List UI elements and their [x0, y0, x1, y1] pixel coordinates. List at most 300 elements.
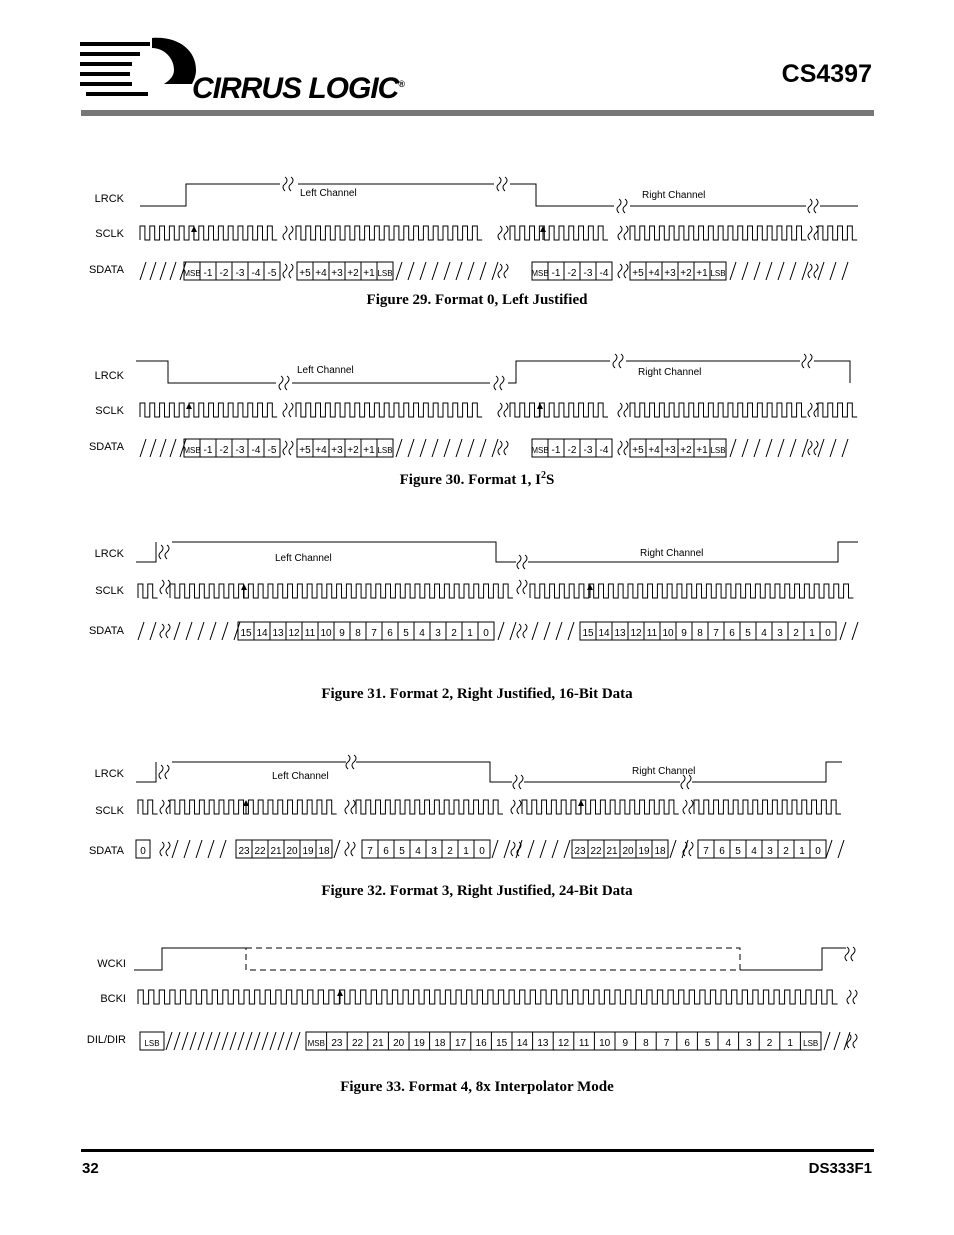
signal-label-dil-dir: DIL/DIR	[86, 1034, 126, 1046]
break-mark-icon	[618, 403, 622, 417]
break-mark-icon	[283, 264, 287, 278]
break-mark-icon	[845, 947, 849, 961]
lrck-waveform	[136, 762, 156, 782]
break-mark-icon	[847, 990, 851, 1004]
break-mark-icon	[808, 264, 812, 278]
sdata-right-bit-label: 7	[713, 628, 719, 639]
break-mark-icon	[624, 403, 628, 417]
break-mark-icon	[851, 947, 855, 961]
dil-main-bit-label: 19	[413, 1038, 425, 1049]
break-mark-icon	[808, 403, 812, 417]
clock-waveform	[140, 226, 277, 240]
break-mark-icon	[511, 842, 515, 856]
sdata-right-bit-label: 3	[777, 628, 783, 639]
break-mark-icon	[289, 226, 293, 240]
sdata-left-msb-bit-label: MSB	[183, 446, 201, 455]
signal-label-sdata: SDATA	[88, 845, 124, 857]
sdata-left-msb-bit-label: 18	[318, 846, 330, 857]
break-mark-icon	[289, 177, 293, 191]
dil-main-bit-label: 21	[372, 1038, 384, 1049]
dil-main-bit-label: 14	[516, 1038, 528, 1049]
clock-waveform	[510, 403, 608, 417]
sdata-right-lsb-bit-label: 2	[783, 846, 789, 857]
break-mark-icon	[517, 580, 521, 594]
dil-lead-bit-label: LSB	[144, 1039, 160, 1048]
dont-care-hatch	[396, 439, 498, 457]
break-mark-icon	[619, 354, 623, 368]
break-mark-icon	[624, 226, 628, 240]
dont-care-hatch	[138, 622, 156, 640]
sdata-right-bit-label: 9	[681, 628, 687, 639]
break-mark-icon	[498, 441, 502, 455]
sdata-left-msb-bit-label: 21	[270, 846, 282, 857]
sdata-left-bit-label: 7	[371, 628, 377, 639]
clock-waveform	[694, 800, 841, 814]
sample-arrow-icon	[241, 584, 247, 590]
left-channel-label: Left Channel	[275, 553, 332, 564]
dont-care-hatch	[396, 262, 498, 280]
document-id: DS333F1	[808, 1160, 872, 1177]
sdata-right-bit-label: 15	[582, 628, 594, 639]
dil-main-bit-label: 22	[351, 1038, 364, 1049]
sdata-right-bit-label: 10	[662, 628, 674, 639]
sdata-left-msb-bit-label: 20	[286, 846, 298, 857]
clock-waveform	[530, 584, 853, 598]
sdata-left-msb-bit-label: 22	[254, 846, 266, 857]
dil-main-bit-label: 20	[393, 1038, 405, 1049]
sample-arrow-icon	[540, 226, 546, 232]
sdata-right-msb-bit-label: 22	[590, 846, 602, 857]
dont-care-hatch	[140, 439, 186, 457]
right-channel-label: Right Channel	[640, 548, 704, 559]
break-mark-icon	[618, 264, 622, 278]
sdata-left-lsb-bit-label: +1	[363, 445, 375, 456]
wcki-waveform	[134, 948, 246, 970]
break-mark-icon	[166, 624, 170, 638]
signal-label-lrck: LRCK	[94, 370, 124, 382]
break-mark-icon	[345, 842, 349, 856]
clock-waveform	[170, 584, 513, 598]
break-mark-icon	[853, 990, 857, 1004]
signal-label-sclk: SCLK	[95, 805, 124, 817]
dont-care-hatch	[492, 840, 570, 858]
sdata-right-bit-label: 0	[825, 628, 831, 639]
sdata-right-bit-label: 2	[793, 628, 799, 639]
right-channel-label: Right Channel	[638, 367, 702, 378]
dont-care-hatch	[730, 439, 808, 457]
clock-waveform	[170, 800, 337, 814]
dont-care-hatch	[334, 840, 340, 858]
sdata-left-bit-label: 5	[403, 628, 409, 639]
clock-waveform	[630, 226, 806, 240]
figure-32-caption: Figure 32. Format 3, Right Justified, 24-Bit Data	[321, 883, 633, 899]
break-mark-icon	[519, 775, 523, 789]
break-mark-icon	[523, 580, 527, 594]
break-mark-icon	[165, 765, 169, 779]
dil-main-bit-label: 10	[599, 1038, 611, 1049]
sdata-right-msb-bit-label: 19	[638, 846, 650, 857]
dont-care-hatch	[172, 840, 226, 858]
sdata-left-bit-label: 2	[451, 628, 457, 639]
sdata-left-lsb-bit-label: +3	[331, 268, 343, 279]
brand-name: CIRRUS LOGIC®	[192, 72, 404, 105]
clock-waveform	[138, 584, 158, 598]
sdata-right-msb-bit-label: 20	[622, 846, 634, 857]
break-mark-icon	[683, 800, 687, 814]
sdata-right-lsb-bit-label: 5	[735, 846, 741, 857]
sdata-left-msb-bit-label: -1	[203, 268, 213, 279]
sdata-right-msb-bit-label: -1	[551, 268, 561, 279]
break-mark-icon	[498, 403, 502, 417]
sdata-right-lsb-bit-label: +4	[648, 268, 660, 279]
figure-33-caption: Figure 33. Format 4, 8x Interpolator Mode	[340, 1079, 614, 1095]
dil-main-bit-label: 3	[746, 1038, 752, 1049]
dont-care-hatch	[818, 439, 848, 457]
break-mark-icon	[523, 555, 527, 569]
sdata-right-msb-bit-label: -2	[567, 268, 577, 279]
sdata-left-lsb-bit-label: 4	[415, 846, 421, 857]
sdata-left-lsb-bit-label: LSB	[377, 269, 393, 278]
break-mark-icon	[504, 441, 508, 455]
sdata-left-bit-label: 9	[339, 628, 345, 639]
signal-label-sclk: SCLK	[95, 585, 124, 597]
break-mark-icon	[500, 376, 504, 390]
clock-waveform	[356, 800, 503, 814]
sdata-left-msb-bit-label: MSB	[183, 269, 201, 278]
sdata-right-msb-bit-label: MSB	[531, 269, 549, 278]
sdata-right-lsb-bit-label: 3	[767, 846, 773, 857]
left-channel-label: Left Channel	[297, 365, 354, 376]
right-channel-label: Right Channel	[642, 190, 706, 201]
sdata-right-lsb-bit-label: +1	[696, 268, 708, 279]
sdata-left-lsb-bit-label: 3	[431, 846, 437, 857]
break-mark-icon	[166, 580, 170, 594]
sdata-left-lsb-bit-label: +2	[347, 445, 359, 456]
break-mark-icon	[517, 842, 521, 856]
sdata-left-bit-label: 12	[288, 628, 300, 639]
break-mark-icon	[504, 264, 508, 278]
dil-main-bit-label: 15	[496, 1038, 508, 1049]
break-mark-icon	[351, 800, 355, 814]
break-mark-icon	[814, 441, 818, 455]
break-mark-icon	[808, 354, 812, 368]
left-channel-label: Left Channel	[272, 771, 329, 782]
dil-main-bit-label: 4	[725, 1038, 732, 1049]
lrck-waveform	[136, 542, 156, 562]
dil-main-bit-label: 12	[557, 1038, 570, 1049]
sdata-left-bit-label: 3	[435, 628, 441, 639]
break-mark-icon	[497, 177, 501, 191]
break-mark-icon	[689, 800, 693, 814]
wcki-dashed-window	[246, 948, 740, 970]
sdata-left-lsb-bit-label: +5	[299, 268, 311, 279]
dil-main-bit-label: 2	[766, 1038, 773, 1049]
sdata-left-lsb-bit-label: 1	[463, 846, 469, 857]
sdata-right-bit-label: 11	[646, 628, 658, 639]
lrck-waveform	[140, 184, 280, 206]
sdata-left-lsb-bit-label: 5	[399, 846, 405, 857]
page-number: 32	[82, 1160, 99, 1177]
sdata-right-lsb-bit-label: 1	[799, 846, 805, 857]
break-mark-icon	[618, 226, 622, 240]
signal-label-sdata: SDATA	[88, 625, 124, 637]
clock-waveform	[296, 403, 482, 417]
break-mark-icon	[159, 765, 163, 779]
signal-label-sdata: SDATA	[88, 441, 124, 453]
sdata-left-bit-label: 11	[304, 628, 316, 639]
clock-waveform	[522, 800, 679, 814]
break-mark-icon	[624, 264, 628, 278]
sdata-right-lsb-bit-label: 7	[703, 846, 709, 857]
sdata-right-bit-label: 8	[697, 628, 703, 639]
break-mark-icon	[523, 624, 527, 638]
dil-main-bit-label: 6	[684, 1038, 690, 1049]
break-mark-icon	[513, 775, 517, 789]
break-mark-icon	[503, 177, 507, 191]
figure-33-timing-diagram	[0, 940, 954, 1060]
sdata-right-lsb-bit-label: 0	[815, 846, 821, 857]
sdata-right-lsb-bit-label: +3	[664, 268, 676, 279]
break-mark-icon	[618, 441, 622, 455]
break-mark-icon	[289, 264, 293, 278]
break-mark-icon	[689, 842, 693, 856]
dont-care-hatch	[140, 262, 186, 280]
sdata-left-lsb-bit-label: 6	[383, 846, 389, 857]
signal-label-sclk: SCLK	[95, 228, 124, 240]
sdata-right-lsb-bit-label: 4	[751, 846, 757, 857]
sdata-right-lsb-bit-label: +3	[664, 445, 676, 456]
dont-care-hatch	[824, 1032, 850, 1050]
sample-arrow-icon	[587, 584, 593, 590]
lrck-waveform	[136, 361, 276, 383]
clock-waveform	[296, 226, 482, 240]
part-number: CS4397	[781, 60, 872, 88]
dont-care-hatch	[826, 840, 844, 858]
dil-main-bit-label: 1	[787, 1038, 793, 1049]
sdata-right-lsb-bit-label: +5	[632, 268, 644, 279]
break-mark-icon	[613, 354, 617, 368]
dil-main-bit-label: 7	[663, 1038, 670, 1049]
signal-label-lrck: LRCK	[94, 768, 124, 780]
wcki-waveform	[740, 948, 846, 970]
sdata-left-msb-bit-label: 19	[302, 846, 314, 857]
sdata-right-lsb-bit-label: 6	[719, 846, 725, 857]
sdata-left-bit-label: 14	[256, 628, 268, 639]
break-mark-icon	[283, 226, 287, 240]
lrck-waveform	[510, 184, 614, 206]
dont-care-hatch	[730, 262, 808, 280]
sdata-left-lsb-bit-label: 0	[479, 846, 485, 857]
sdata-left-msb-bit-label: -2	[219, 445, 229, 456]
sdata-left-lsb-bit-label: 7	[367, 846, 373, 857]
figure-31-timing-diagram	[0, 530, 954, 650]
break-mark-icon	[345, 800, 349, 814]
figure-31-caption: Figure 31. Format 2, Right Justified, 16-Bit Data	[321, 686, 633, 702]
figure-29-caption: Figure 29. Format 0, Left Justified	[366, 292, 588, 308]
sdata-left-bit-label: 1	[467, 628, 473, 639]
sdata-right-lsb-bit-label: +4	[648, 445, 660, 456]
break-mark-icon	[814, 199, 818, 213]
sdata-left-bit-label: 13	[272, 628, 284, 639]
break-mark-icon	[494, 376, 498, 390]
break-mark-icon	[623, 199, 627, 213]
signal-label-bcki: BCKI	[100, 993, 126, 1005]
signal-label-sclk: SCLK	[95, 405, 124, 417]
signal-label-lrck: LRCK	[94, 193, 124, 205]
header-rule	[81, 110, 874, 116]
sdata-right-bit-label: 13	[614, 628, 626, 639]
sdata-right-lsb-bit-label: +2	[680, 445, 692, 456]
break-mark-icon	[165, 545, 169, 559]
break-mark-icon	[289, 441, 293, 455]
break-mark-icon	[498, 264, 502, 278]
sdata-right-msb-bit-label: 23	[574, 846, 586, 857]
sdata-left-lsb-bit-label: +1	[363, 268, 375, 279]
clock-waveform	[818, 226, 857, 240]
dil-main-bit-label: 23	[331, 1038, 343, 1049]
sdata-right-bit-label: 5	[745, 628, 751, 639]
figure-30-timing-diagram	[0, 347, 954, 467]
sdata-left-lsb-bit-label: 2	[447, 846, 453, 857]
break-mark-icon	[160, 800, 164, 814]
sdata-left-lsb-bit-label: LSB	[377, 446, 393, 455]
sdata-right-msb-bit-label: -4	[599, 268, 609, 279]
dil-main-bit-label: MSB	[307, 1039, 325, 1048]
sdata-right-msb-bit-label: -4	[599, 445, 609, 456]
sample-arrow-icon	[337, 990, 343, 996]
break-mark-icon	[279, 376, 283, 390]
sdata-right-msb-bit-label: 18	[654, 846, 666, 857]
dil-main-bit-label: 8	[643, 1038, 649, 1049]
lrck-waveform	[814, 361, 850, 383]
clock-waveform	[140, 403, 277, 417]
sdata-left-bit-label: 10	[320, 628, 332, 639]
sdata-left-lsb-bit-label: +3	[331, 445, 343, 456]
sdata-lead-bit-label: 0	[140, 846, 146, 857]
break-mark-icon	[814, 264, 818, 278]
break-mark-icon	[681, 775, 685, 789]
break-mark-icon	[808, 199, 812, 213]
sdata-right-bit-label: 14	[598, 628, 610, 639]
figure-32-timing-diagram	[0, 750, 954, 870]
lrck-waveform	[356, 762, 512, 782]
break-mark-icon	[504, 226, 508, 240]
dont-care-hatch	[174, 622, 240, 640]
break-mark-icon	[166, 842, 170, 856]
sdata-right-msb-bit-label: -3	[583, 268, 593, 279]
dil-main-bit-label: 5	[704, 1038, 711, 1049]
sdata-right-msb-bit-label: -1	[551, 445, 561, 456]
sdata-right-msb-bit-label: -3	[583, 445, 593, 456]
sdata-right-lsb-bit-label: +1	[696, 445, 708, 456]
break-mark-icon	[814, 403, 818, 417]
break-mark-icon	[352, 755, 356, 769]
left-channel-label: Left Channel	[300, 188, 357, 199]
sample-arrow-icon	[578, 800, 584, 806]
dil-main-bit-label: 18	[434, 1038, 446, 1049]
break-mark-icon	[517, 800, 521, 814]
break-mark-icon	[853, 1034, 857, 1048]
signal-label-lrck: LRCK	[94, 548, 124, 560]
break-mark-icon	[283, 441, 287, 455]
sample-arrow-icon	[191, 226, 197, 232]
signal-label-wcki: WCKI	[97, 958, 126, 970]
break-mark-icon	[802, 354, 806, 368]
dil-main-bit-label: LSB	[803, 1039, 819, 1048]
break-mark-icon	[283, 177, 287, 191]
dil-main-bit-label: 16	[475, 1038, 487, 1049]
sdata-left-lsb-bit-label: +4	[315, 268, 327, 279]
dil-main-bit-label: 11	[578, 1038, 590, 1049]
sdata-left-msb-bit-label: -4	[251, 268, 261, 279]
sdata-left-bit-label: 6	[387, 628, 393, 639]
break-mark-icon	[511, 800, 515, 814]
sdata-right-msb-bit-label: MSB	[531, 446, 549, 455]
sdata-left-msb-bit-label: -1	[203, 445, 213, 456]
break-mark-icon	[166, 800, 170, 814]
sdata-left-msb-bit-label: 23	[238, 846, 250, 857]
break-mark-icon	[517, 555, 521, 569]
break-mark-icon	[283, 403, 287, 417]
right-channel-label: Right Channel	[632, 766, 696, 777]
sdata-left-msb-bit-label: -5	[267, 268, 277, 279]
sdata-left-msb-bit-label: -4	[251, 445, 261, 456]
break-mark-icon	[624, 441, 628, 455]
break-mark-icon	[687, 775, 691, 789]
footer-rule	[81, 1149, 874, 1152]
lrck-waveform	[172, 542, 516, 562]
dil-main-bit-label: 9	[622, 1038, 629, 1049]
sdata-right-bit-label: 12	[630, 628, 642, 639]
dont-care-hatch	[532, 622, 574, 640]
break-mark-icon	[683, 842, 687, 856]
break-mark-icon	[808, 441, 812, 455]
break-mark-icon	[289, 403, 293, 417]
sdata-left-bit-label: 4	[419, 628, 425, 639]
figure-29-timing-diagram	[0, 170, 954, 290]
dont-care-hatch	[498, 622, 516, 640]
clock-waveform	[510, 226, 608, 240]
sdata-right-lsb-bit-label: +5	[632, 445, 644, 456]
sample-arrow-icon	[537, 403, 543, 409]
sdata-left-lsb-bit-label: +5	[299, 445, 311, 456]
sdata-left-msb-bit-label: -5	[267, 445, 277, 456]
sdata-right-bit-label: 1	[809, 628, 815, 639]
clock-waveform	[818, 403, 857, 417]
cirrus-logo-icon	[80, 36, 200, 108]
break-mark-icon	[617, 199, 621, 213]
sample-arrow-icon	[186, 403, 192, 409]
break-mark-icon	[351, 842, 355, 856]
sdata-left-lsb-bit-label: +4	[315, 445, 327, 456]
sdata-left-bit-label: 8	[355, 628, 361, 639]
lrck-waveform	[508, 361, 610, 383]
sdata-right-lsb-bit-label: +2	[680, 268, 692, 279]
break-mark-icon	[517, 624, 521, 638]
sdata-left-msb-bit-label: -2	[219, 268, 229, 279]
break-mark-icon	[808, 226, 812, 240]
sdata-right-msb-bit-label: -2	[567, 445, 577, 456]
figure-30-caption: Figure 30. Format 1, $I^2S$	[399, 470, 555, 488]
clock-waveform	[630, 403, 806, 417]
break-mark-icon	[504, 403, 508, 417]
sdata-right-bit-label: 6	[729, 628, 735, 639]
sdata-right-lsb-bit-label: LSB	[710, 446, 726, 455]
dil-main-bit-label: 17	[454, 1038, 467, 1049]
dont-care-hatch	[840, 622, 858, 640]
sdata-left-msb-bit-label: -3	[235, 268, 245, 279]
break-mark-icon	[160, 624, 164, 638]
